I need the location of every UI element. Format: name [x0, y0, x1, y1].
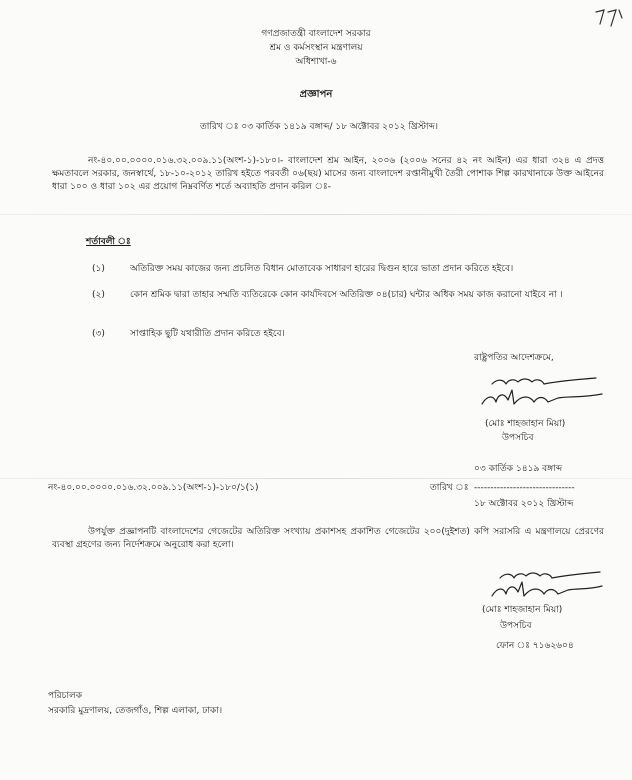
condition-text: কোন শ্রমিক দ্বারা তাহার সম্মতি ব্যতিরেকে কোন কার্যদিবসে অতিরিক্ত ০৪(চার) ঘন্টার অধিক সময় কাজ করানো যাইবে না ।: [130, 290, 563, 300]
document-title: প্রজ্ঞাপন: [299, 89, 333, 100]
request-paragraph: উপর্যুক্ত প্রজ্ঞাপনটি বাংলাদেশের গেজেটের অতিরিক্ত সংখ্যায় প্রকাশসহ প্রকাশিত গেজেটের ২০০(দুইশত) কপি সরাসরি এ মন্ত্রণালয়ে প্রেরণের ব্যবস্থা গ্রহণের জন্য নির্দেশক্রমে অনুরোধ করা হলো।: [52, 527, 604, 550]
signer-name: (মোঃ শাহজাহান মিয়া): [482, 605, 563, 615]
condition-number: (৩): [92, 329, 105, 339]
signer-phone: ফোন ঃ ৭১৬২৬০৪: [496, 641, 574, 651]
presidential-order-line: রাষ্ট্রপতির আদেশক্রমে,: [474, 353, 554, 363]
signature-image: [488, 566, 608, 606]
paper-fold-line: [0, 214, 632, 215]
recipient-title: পরিচালক: [48, 691, 83, 701]
notification-date: তারিখ ঃ ০৩ কার্তিক ১৪১৯ বঙ্গাব্দ/ ১৮ অক্টোবর ২০১২ খ্রিস্টাব্দ।: [200, 122, 439, 132]
memo-date-label: তারিখ ঃ: [430, 483, 469, 493]
recipient-address: সরকারি মুদ্রণালয়, তেজগাঁও, শিল্প এলাকা, ঢাকা।: [48, 706, 223, 716]
header-government: গণপ্রজাতন্ত্রী বাংলাদেশ সরকার: [261, 29, 371, 39]
condition-number: (২): [92, 290, 105, 300]
conditions-heading: শর্তাবলী ঃ: [86, 237, 131, 247]
signer-name: (মোঃ শাহজাহান মিয়া): [485, 419, 566, 429]
header-ministry: শ্রম ও কর্মসংস্থান মন্ত্রণালয়: [269, 43, 363, 53]
memo-bangla-date: ০৩ কার্তিক ১৪১৯ বঙ্গাব্দ: [474, 464, 563, 474]
condition-text: অতিরিক্ত সময় কাজের জন্য প্রচলিত বিধান মোতাবেক সাধারণ হারের দ্বিগুন হারে ভাতা প্রদান করিতে হইবে।: [130, 264, 514, 274]
memo-number: নং-৪০.০০.০০০০.০১৬.৩২.০০৯.১১(অংশ-১)-১৮০/১(১): [48, 483, 259, 493]
condition-text: সাপ্তাহিক ছুটি যথারীতি প্রদান করিতে হইবে।: [130, 329, 285, 339]
notification-body: নং-৪০.০০.০০০০.০১৬.৩২.০০৯.১১(অংশ-১)-১৮০।- বাংলাদেশ শ্রম আইন, ২০০৬ (২০০৬ সনের ৪২ নং আইন) এর ধারা ৩২৪ এ প্রদত্ত ক্ষমতাবলে সরকার, জনস্বার্থে, ১৮-১০-২০১২ তারিখ হইতে পরবর্তী ০৬(ছয়) মাসের জন্য বাংলাদেশ রপ্তানীমুখী তৈরী পোশাক শিল্প কারখানাকে উক্ত আইনের ধারা ১০০ ও ধারা ১০২ এর প্রয়োগ নিম্নবর্ণিত শর্তে অব্যাহতি প্রদান করিল ঃ-: [52, 156, 604, 192]
signer-designation: উপসচিব: [500, 621, 532, 631]
paper-fold-line: [0, 478, 632, 479]
signer-designation: উপসচিব: [502, 433, 534, 443]
condition-number: (১): [92, 264, 105, 274]
signature-image: [478, 372, 608, 416]
memo-date-separator: -------------------------------: [474, 483, 575, 493]
memo-english-date: ১৮ অক্টোবর ২০১২ খ্রিস্টাব্দ: [474, 499, 574, 509]
header-section: অধিশাখা-৬: [295, 57, 337, 67]
